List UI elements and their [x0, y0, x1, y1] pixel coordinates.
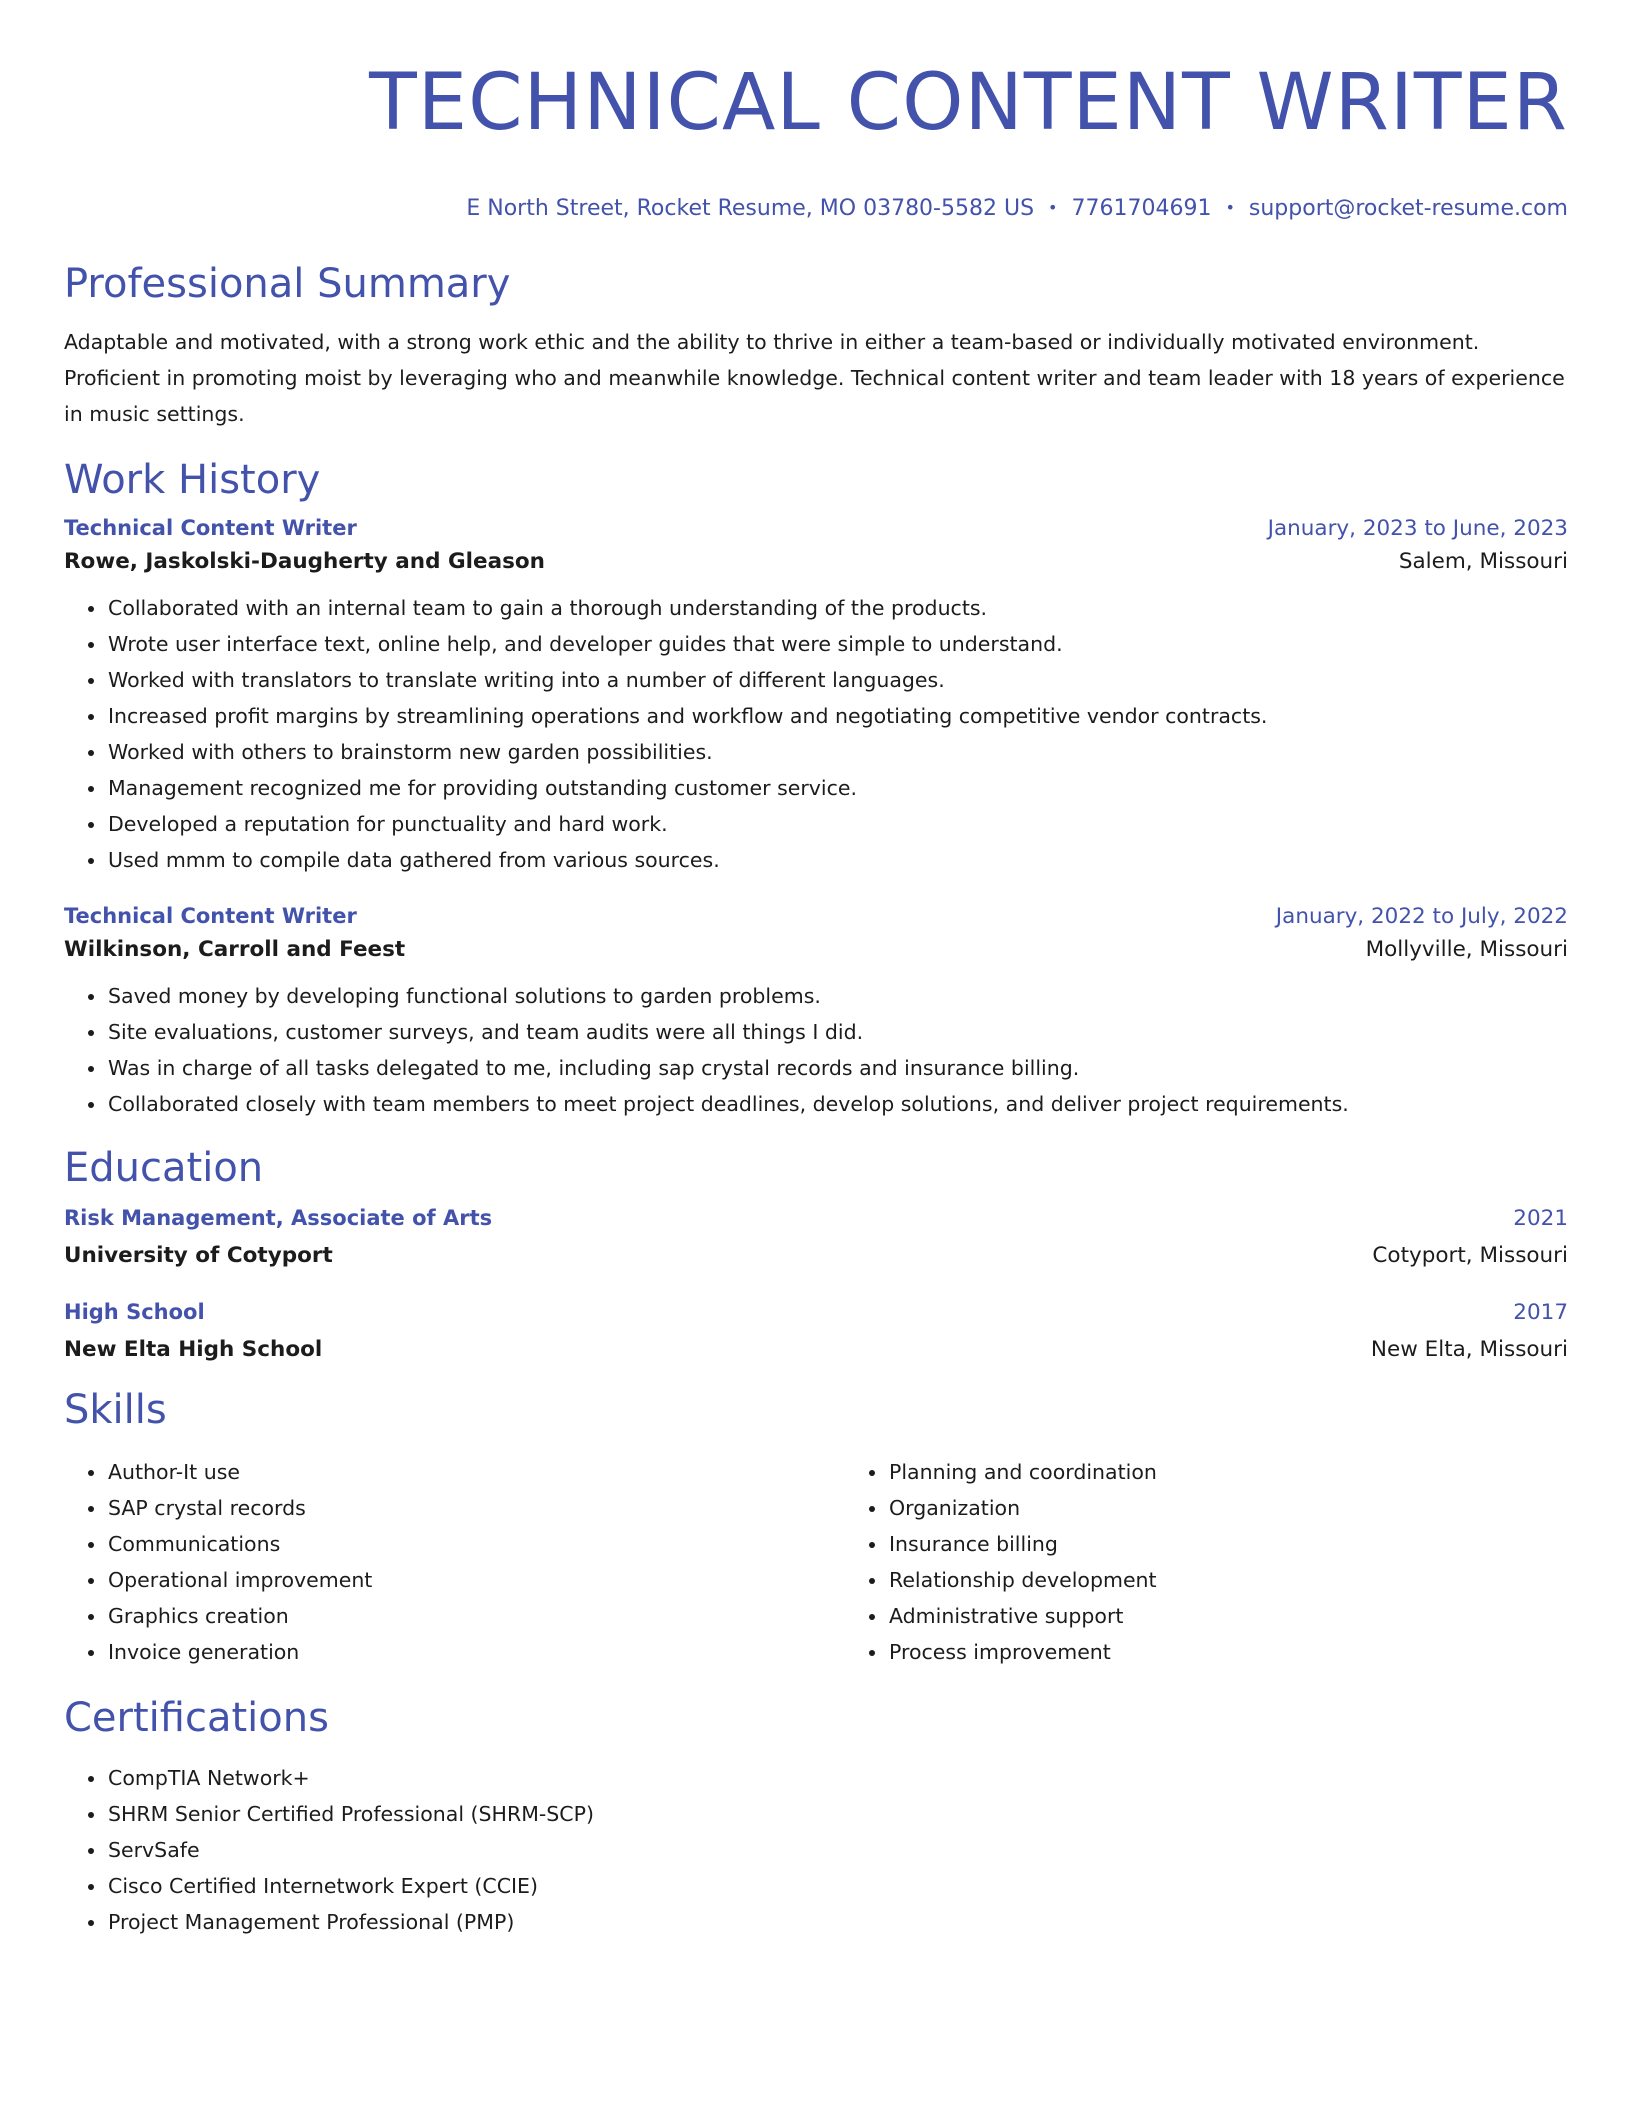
skill-item: • Relationship development: [888, 1562, 1626, 1598]
job-bullet: • Worked with others to brainstorm new garden possibilities.: [107, 734, 1568, 770]
job-entry: [64, 904, 1568, 1122]
job-location: Salem, Missouri: [1398, 549, 1568, 574]
education-school: New Elta High School: [64, 1337, 323, 1362]
education-entry: [64, 1206, 1568, 1268]
job-dates: January, 2023 to June, 2023: [1267, 516, 1568, 541]
education-location: New Elta, Missouri: [1370, 1337, 1568, 1362]
skills-list-left: [64, 1454, 845, 1670]
certification-item: • Cisco Certified Internetwork Expert (CCIE): [107, 1868, 1568, 1904]
job-bullet: • Collaborated with an internal team to gain a thorough understanding of the products.: [107, 590, 1568, 626]
contact-separator-dot: •: [1225, 198, 1235, 217]
skill-item: • Communications: [107, 1526, 845, 1562]
contact-phone: 7761704691: [1071, 196, 1212, 221]
contact-line: [64, 194, 1568, 225]
job-location: Mollyville, Missouri: [1365, 937, 1568, 962]
skill-item: • Author-It use: [107, 1454, 845, 1490]
certification-item: • SHRM Senior Certified Professional (SHRM-SCP): [107, 1796, 1568, 1832]
job-bullet: • Worked with translators to translate writing into a number of different languages.: [107, 662, 1568, 698]
job-employer: Wilkinson, Carroll and Feest: [64, 937, 406, 962]
education-degree: Risk Management, Associate of Arts: [64, 1206, 493, 1230]
education-year: 2021: [1513, 1206, 1568, 1231]
job-bullet: • Wrote user interface text, online help, and developer guides that were simple to understand.: [107, 626, 1568, 662]
job-bullet: • Site evaluations, customer surveys, and team audits were all things I did.: [107, 1014, 1568, 1050]
job-bullet: • Was in charge of all tasks delegated to me, including sap crystal records and insurance billing.: [107, 1050, 1568, 1086]
skill-item: • SAP crystal records: [107, 1490, 845, 1526]
job-entry: [64, 516, 1568, 878]
summary-section-title: Professional Summary: [64, 261, 511, 307]
resume-name-heading: TECHNICAL CONTENT WRITER: [369, 58, 1568, 148]
education-section-title: Education: [64, 1145, 264, 1191]
education-entry: [64, 1300, 1568, 1362]
job-bullet: • Developed a reputation for punctuality and hard work.: [107, 806, 1568, 842]
skill-item: • Operational improvement: [107, 1562, 845, 1598]
job-bullet-list: [64, 590, 1568, 878]
certifications-list: [64, 1760, 1568, 1940]
certification-item: • Project Management Professional (PMP): [107, 1904, 1568, 1940]
education-year: 2017: [1513, 1300, 1568, 1325]
education-degree-row: [64, 1300, 1568, 1325]
job-bullet: • Management recognized me for providing outstanding customer service.: [107, 770, 1568, 806]
job-employer: Rowe, Jaskolski-Daugherty and Gleason: [64, 549, 545, 574]
job-title-row: [64, 904, 1568, 929]
work-history-section-title: Work History: [64, 457, 321, 503]
contact-separator-dot: •: [1048, 198, 1058, 217]
job-dates: January, 2022 to July, 2022: [1275, 904, 1568, 929]
job-employer-row: [64, 549, 1568, 574]
contact-address: E North Street, Rocket Resume, MO 03780-5582 US: [466, 196, 1035, 221]
job-title-row: [64, 516, 1568, 541]
education-degree: High School: [64, 1300, 205, 1324]
skill-item: • Process improvement: [888, 1634, 1626, 1670]
skills-columns: [64, 1454, 1568, 1670]
summary-text: Adaptable and motivated, with a strong work ethic and the ability to thrive in either a team-based or individually motivated environment. Proficient in promoting moist by leveraging who and meanwhile knowledge. Technical content writer and team leader with 18 years of experience in music settings.: [64, 330, 1565, 426]
job-title: Technical Content Writer: [64, 904, 357, 928]
skills-list-right: [845, 1454, 1626, 1670]
job-bullet: • Used mmm to compile data gathered from various sources.: [107, 842, 1568, 878]
education-degree-row: [64, 1206, 1568, 1231]
certification-item: • ServSafe: [107, 1832, 1568, 1868]
skills-section-title: Skills: [64, 1387, 167, 1433]
job-bullet: • Collaborated closely with team members to meet project deadlines, develop solutions, and deliver project requirements.: [107, 1086, 1568, 1122]
skill-item: • Planning and coordination: [888, 1454, 1626, 1490]
skill-item: • Invoice generation: [107, 1634, 845, 1670]
education-school-row: [64, 1243, 1568, 1268]
certification-item: • CompTIA Network+: [107, 1760, 1568, 1796]
skill-item: • Graphics creation: [107, 1598, 845, 1634]
education-location: Cotyport, Missouri: [1372, 1243, 1568, 1268]
job-bullet: • Saved money by developing functional solutions to garden problems.: [107, 978, 1568, 1014]
job-bullet-list: [64, 978, 1568, 1122]
skill-item: • Organization: [888, 1490, 1626, 1526]
education-school-row: [64, 1337, 1568, 1362]
skill-item: • Insurance billing: [888, 1526, 1626, 1562]
skill-item: • Administrative support: [888, 1598, 1626, 1634]
job-employer-row: [64, 937, 1568, 962]
education-school: University of Cotyport: [64, 1243, 333, 1268]
job-bullet: • Increased profit margins by streamlining operations and workflow and negotiating competitive vendor contracts.: [107, 698, 1568, 734]
certifications-section-title: Certifications: [64, 1695, 329, 1741]
contact-email: support@rocket-resume.com: [1248, 196, 1568, 221]
job-title: Technical Content Writer: [64, 516, 357, 540]
